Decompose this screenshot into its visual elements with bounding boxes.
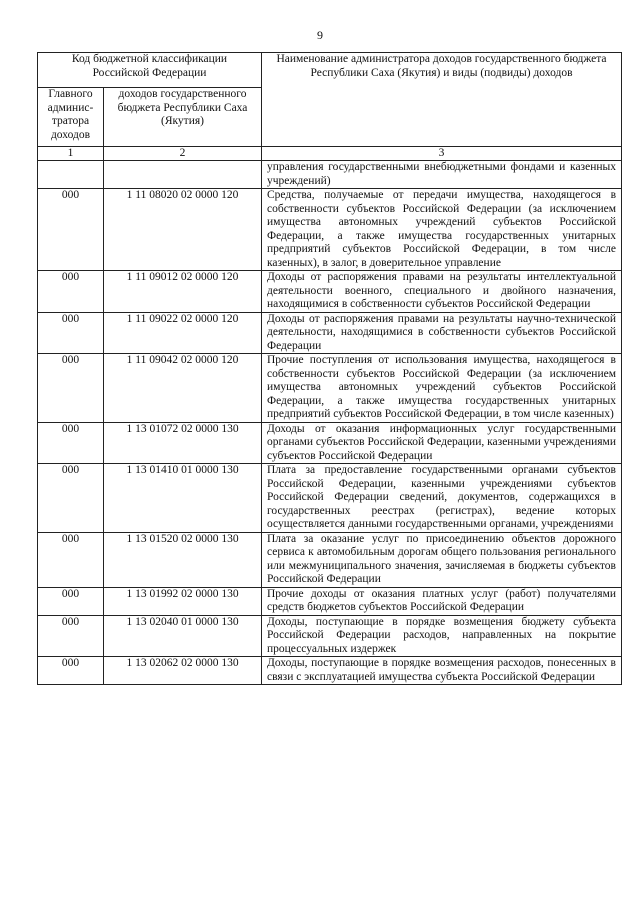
admin-code-cell [38, 161, 104, 189]
budget-code-cell [104, 161, 262, 189]
header-bcc-group: Код бюджетной классификации Российской Федерации [38, 53, 262, 88]
admin-code-cell: 000 [38, 657, 104, 685]
admin-code-cell: 000 [38, 354, 104, 423]
header-code-column: доходов государственного бюджета Республики Саха (Якутия) [104, 88, 262, 147]
revenue-name-cell: Доходы, поступающие в порядке возмещения расходов, понесенных в связи с эксплуатацией имущества субъекта Российской Федерации [262, 657, 622, 685]
revenue-name-cell: Прочие доходы от оказания платных услуг (работ) получателями средств бюджетов субъектов Российской Федерации [262, 587, 622, 615]
column-number-3: 3 [262, 147, 622, 161]
budget-code-cell: 1 11 09022 02 0000 120 [104, 312, 262, 354]
table-row [38, 422, 622, 464]
revenue-name-cell: Доходы от распоряжения правами на результаты научно-технической деятельности, находящимися в собственности субъектов Российской Федерации [262, 312, 622, 354]
revenue-name-cell: Доходы от распоряжения правами на результаты интеллектуальной деятельности военного, специального и двойного назначения, находящимися в собственности субъектов Российской Федерации [262, 271, 622, 313]
budget-code-cell: 1 13 01520 02 0000 130 [104, 532, 262, 587]
revenue-name-cell: Плата за оказание услуг по присоединению объектов дорожного сервиса к автомобильным дорогам общего пользования регионального или межмуниципального значения, зачисляемая в бюджеты субъектов Российской Федерации [262, 532, 622, 587]
table-row [38, 161, 622, 189]
admin-code-cell: 000 [38, 464, 104, 533]
budget-classification-table [37, 52, 622, 685]
table-row [38, 532, 622, 587]
table-row [38, 615, 622, 657]
revenue-name-cell: Доходы от оказания информационных услуг государственными органами субъектов Российской Федерации, казенными учреждениями субъектов Российской Федерации [262, 422, 622, 464]
budget-code-cell: 1 13 02062 02 0000 130 [104, 657, 262, 685]
admin-code-cell: 000 [38, 615, 104, 657]
page-number: 9 [317, 28, 323, 42]
revenue-name-cell: управления государственными внебюджетными фондами и казенных учреждений) [262, 161, 622, 189]
admin-code-cell: 000 [38, 532, 104, 587]
budget-code-cell: 1 11 09012 02 0000 120 [104, 271, 262, 313]
table-row [38, 657, 622, 685]
header-name-column: Наименование администратора доходов государственного бюджета Республики Саха (Якутия) и виды (подвиды) доходов [262, 53, 622, 147]
revenue-name-cell: Прочие поступления от использования имущества, находящегося в собственности субъектов Российской Федерации (за исключением имущества автономных учреждений субъектов Российской Федерации, а также имущества государственных унитарных предприятий субъектов Российской Федерации, в том числе казенных) [262, 354, 622, 423]
table-row [38, 271, 622, 313]
column-number-1: 1 [38, 147, 104, 161]
table-row [38, 587, 622, 615]
revenue-name-cell: Доходы, поступающие в порядке возмещения бюджету субъекта Российской Федерации расходов, направленных на покрытие процессуальных издержек [262, 615, 622, 657]
table-row [38, 354, 622, 423]
admin-code-cell: 000 [38, 312, 104, 354]
column-number-2: 2 [104, 147, 262, 161]
budget-code-cell: 1 13 02040 01 0000 130 [104, 615, 262, 657]
budget-code-cell: 1 11 08020 02 0000 120 [104, 189, 262, 271]
header-admin-column: Главного админис-тратора доходов [38, 88, 104, 147]
budget-code-cell: 1 11 09042 02 0000 120 [104, 354, 262, 423]
admin-code-cell: 000 [38, 422, 104, 464]
table-body [38, 161, 622, 685]
admin-code-cell: 000 [38, 587, 104, 615]
table-row [38, 312, 622, 354]
admin-code-cell: 000 [38, 189, 104, 271]
budget-code-cell: 1 13 01072 02 0000 130 [104, 422, 262, 464]
budget-code-cell: 1 13 01410 01 0000 130 [104, 464, 262, 533]
admin-code-cell: 000 [38, 271, 104, 313]
revenue-name-cell: Плата за предоставление государственными органами субъектов Российской Федерации, казенными учреждениями субъектов Российской Федерации сведений, документов, содержащихся в государственных реестрах (регистрах), ведение которых осуществляется данными государственными органами, учреждениями [262, 464, 622, 533]
budget-code-cell: 1 13 01992 02 0000 130 [104, 587, 262, 615]
table-row [38, 464, 622, 533]
revenue-name-cell: Средства, получаемые от передачи имущества, находящегося в собственности субъектов Российской Федерации (за исключением имущества автономных учреждений субъектов Российской Федерации, а также имущества государственных унитарных предприятий субъектов Российской Федерации, в том числе казенных), в залог, в доверительное управление [262, 189, 622, 271]
table-row [38, 189, 622, 271]
